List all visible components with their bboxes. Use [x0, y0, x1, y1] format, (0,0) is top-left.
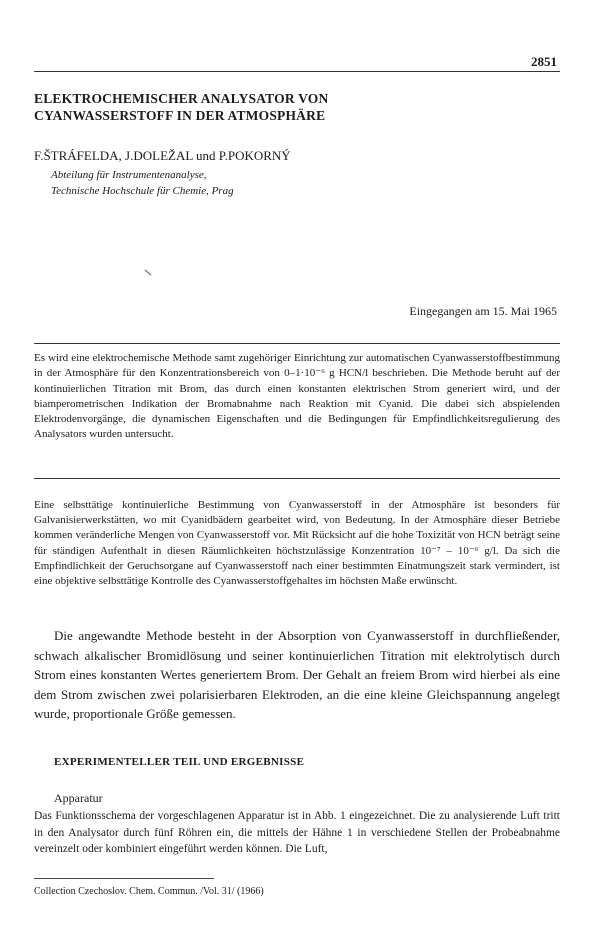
abstract-rule-top [34, 343, 560, 344]
authors: F.ŠTRÁFELDA, J.DOLEŽAL und P.POKORNÝ [34, 148, 291, 163]
received-date: Eingegangen am 15. Mai 1965 [409, 304, 557, 318]
affiliation [51, 167, 234, 199]
title-line-1: ELEKTROCHEMISCHER ANALYSATOR VON [34, 91, 329, 106]
intro-paragraph: Eine selbsttätige kontinuierliche Bestimmung von Cyanwasserstoff in der Atmosphäre ist besonders für Galvanisierwerkstätten, wo mit Cyanidbädern gearbeitet wird, von Bedeutung. In der Atmosphäre dieser Betriebe kommen veränderliche Mengen von Cyanwasserstoff vor. Mit Rücksicht auf die hohe Toxizität von HCN beträgt seine für ständigen Aufenthalt in diesen Räumlichkeiten höchstzulässige Konzentration 10⁻⁷ – 10⁻⁶ g/l. Da sich die Empfindlichkeit der Geruchsorgane auf Cyanwasserstoff nach einer bestimmten Einatmungszeit stark vermindert, ist eine objektive selbsttätige Kontrolle des Cyanwasserstoffgehaltes im höchsten Maße erwünscht. [34, 499, 560, 588]
header-rule [34, 71, 560, 72]
journal-citation: Collection Czechoslov. Chem. Commun. /Vol. 31/ (1966) [34, 886, 264, 897]
affiliation-line-1: Abteilung für Instrumentenanalyse, [51, 169, 207, 181]
method-paragraph: Die angewandte Methode besteht in der Absorption von Cyanwasserstoff in durchfließender, schwach alkalischer Bromidlösung und seiner kontinuierlichen Titration mit elektrolytisch durch Strom eines konstanten Wertes generiertem Brom. Der Gehalt an freiem Brom wird hierbei als eine dem Strom zwischen zwei polarisierbaren Elektroden, an die eine kleine Gleichspannung angelegt wurde, proportionale Größe gemessen. [34, 628, 560, 722]
apparatus-paragraph: Das Funktionsschema der vorgeschlagenen Apparatur ist in Abb. 1 eingezeichnet. Die zu analysierende Luft tritt in den Analysator durch fünf Röhren ein, die mittels der Hähne 1 in verschiedene Stellen der Probeabnahme vereinzelt oder kombiniert eingeführt werden können. Die Luft, [34, 810, 560, 855]
page-number: 2851 [531, 54, 557, 69]
abstract-rule-bottom [34, 478, 560, 479]
subsection-heading: Apparatur [54, 791, 103, 805]
footer-rule [34, 878, 214, 879]
section-heading: EXPERIMENTELLER TEIL UND ERGEBNISSE [54, 756, 305, 768]
stray-mark [145, 270, 152, 276]
abstract: Es wird eine elektrochemische Methode samt zugehöriger Einrichtung zur automatischen Cyanwasserstoffbestimmung in der Atmosphäre für den Konzentrationsbereich von 0–1·10⁻⁶ g HCN/l beschrieben. Die Methode beruht auf der kontinuierlichen Titration mit Brom, das durch einen konstanten elektrischen Strom generiert wird, und der biamperometrischen Indikation der Bromabnahme nach Reaktion mit Cyanid. Die dabei sich abspielenden Elektrodenvorgänge, die dynamischen Eigenschaften und die Bedingungen für Empfindlichkeitsregulierung des Analysators wurden untersucht. [34, 352, 560, 441]
title-line-2: CYANWASSERSTOFF IN DER ATMOSPHÄRE [34, 108, 326, 123]
article-title [34, 90, 554, 124]
affiliation-line-2: Technische Hochschule für Chemie, Prag [51, 185, 234, 197]
